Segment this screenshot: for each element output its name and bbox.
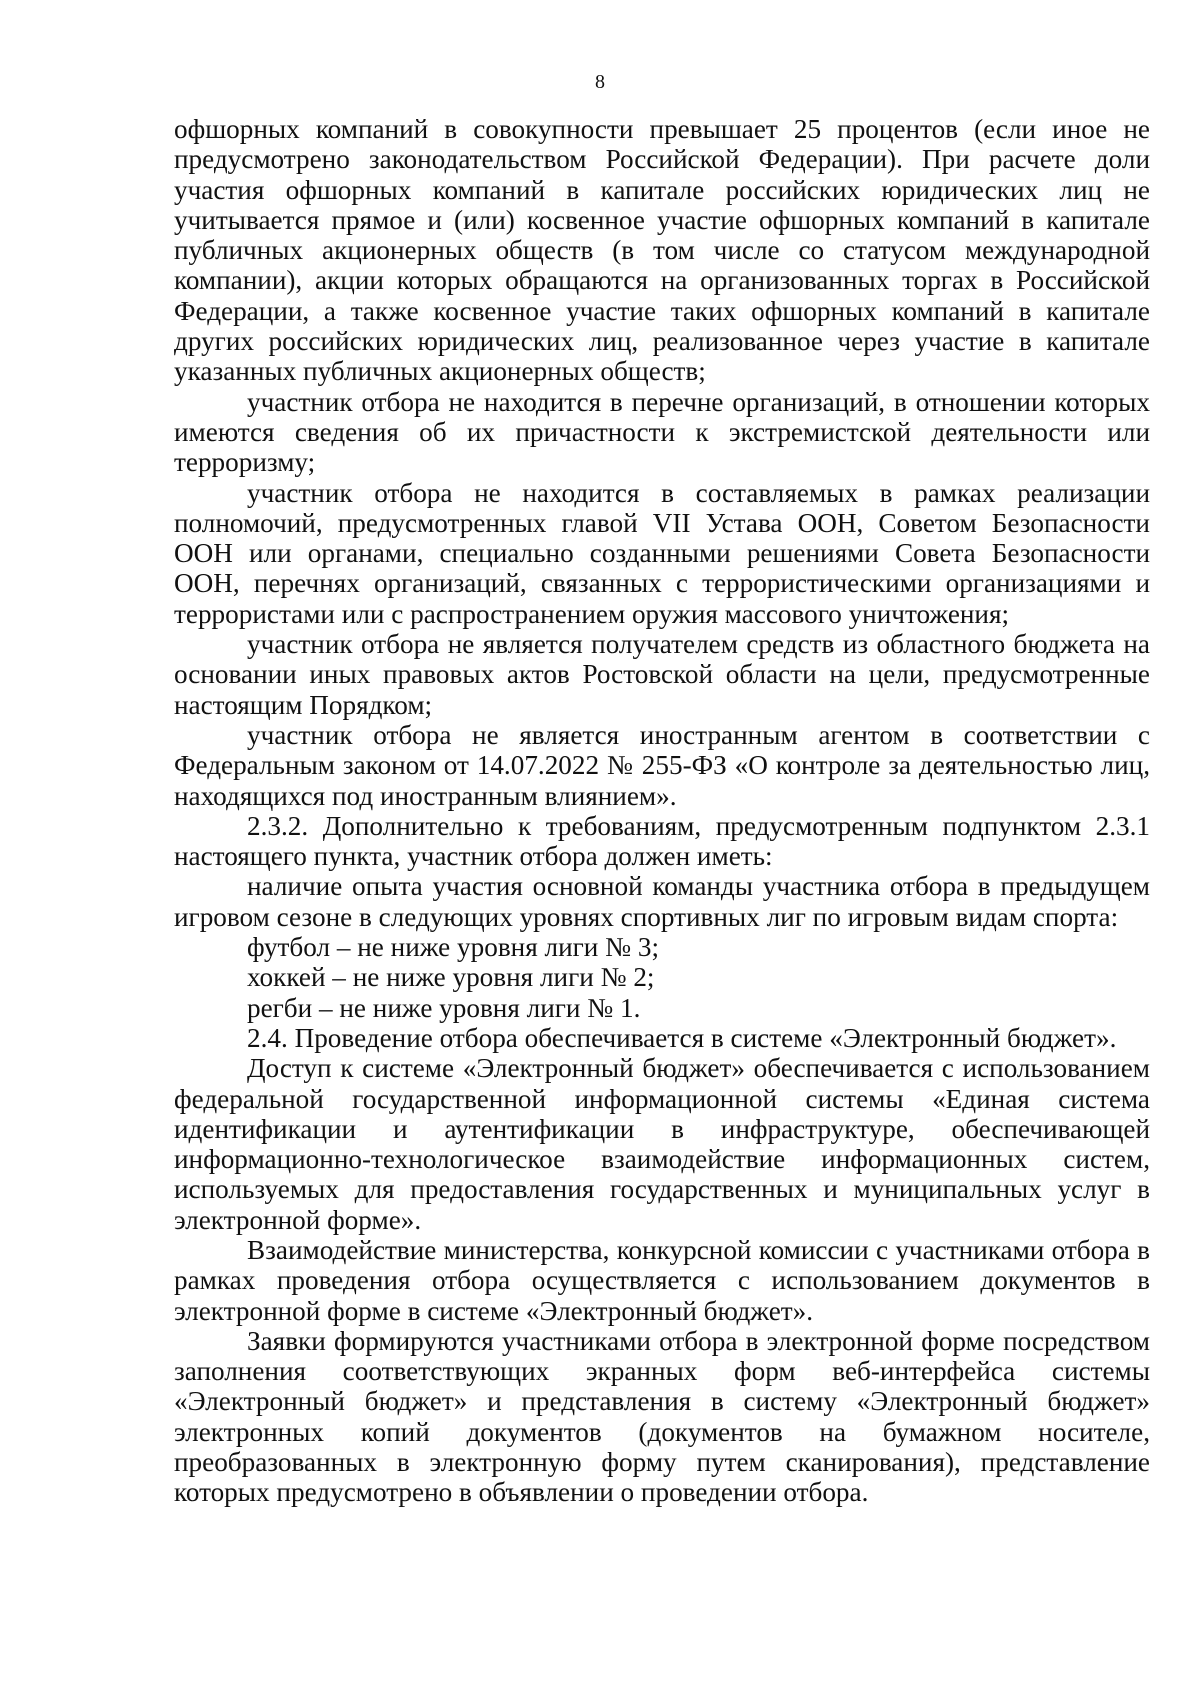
paragraph-un-sanctions-list: участник отбора не находится в составляемых в рамках реализации полномочий, предусмотренных главой VII Устава ООН, Советом Безопасности ООН или органами, специально созданными решениями Совета Безопасности ООН, перечнях организаций, связанных с террористическими организациями и террористами или с распространением оружия массового уничтожения;	[174, 477, 1150, 629]
paragraph-applications: Заявки формируются участниками отбора в электронной форме посредством заполнения соответствующих экранных форм веб-интерфейса системы «Электронный бюджет» и представления в систему «Электронный бюджет» электронных копий документов (документов на бумажном носителе, преобразованных в электронную форму путем сканирования), представление которых предусмотрено в объявлении о проведении отбора.	[174, 1325, 1150, 1508]
list-item-football: футбол – не ниже уровня лиги № 3;	[247, 932, 660, 963]
paragraph-regional-budget: участник отбора не является получателем средств из областного бюджета на основании иных правовых актов Ростовской области на цели, предусмотренные настоящим Порядком;	[174, 629, 1150, 720]
page-number: 8	[595, 71, 605, 93]
paragraph-interaction: Взаимодействие министерства, конкурсной комиссии с участниками отбора в рамках проведения отбора осуществляется с использованием документов в электронной форме в системе «Электронный бюджет».	[174, 1234, 1150, 1326]
list-item-rugby: регби – не ниже уровня лиги № 1.	[247, 992, 641, 1023]
document-body	[174, 114, 1150, 1508]
paragraph-access-system: Доступ к системе «Электронный бюджет» обеспечивается с использованием федеральной государственной информационной системы «Единая система идентификации и аутентификации в инфраструктуре, обеспечивающей информационно-технологическое взаимодействие информационных систем, используемых для предоставления государственных и муниципальных услуг в электронной форме».	[174, 1053, 1150, 1235]
paragraph-extremism-list: участник отбора не находится в перечне организаций, в отношении которых имеются сведения об их причастности к экстремистской деятельности или терроризму;	[174, 386, 1150, 478]
paragraph-league-experience: наличие опыта участия основной команды участника отбора в предыдущем игровом сезоне в следующих уровнях спортивных лиг по игровым видам спорта:	[174, 871, 1150, 932]
list-item-hockey: хоккей – не ниже уровня лиги № 2;	[247, 962, 655, 993]
paragraph-foreign-agent: участник отбора не является иностранным агентом в соответствии с Федеральным законом от 14.07.2022 № 255-ФЗ «О контроле за деятельностью лиц, находящихся под иностранным влиянием».	[174, 719, 1150, 811]
paragraph-2-4: 2.4. Проведение отбора обеспечивается в системе «Электронный бюджет».	[247, 1022, 1117, 1053]
paragraph-offshore-participation: офшорных компаний в совокупности превышает 25 процентов (если иное не предусмотрено законодательством Российской Федерации). При расчете доли участия офшорных компаний в капитале российских юридических лиц не учитывается прямое и (или) косвенное участие офшорных компаний в капитале публичных акционерных обществ (в том числе со статусом международной компании), акции которых обращаются на организованных торгах в Российской Федерации, а также косвенное участие таких офшорных компаний в капитале других российских юридических лиц, реализованное через участие в капитале указанных публичных акционерных обществ;	[174, 114, 1150, 387]
paragraph-2-3-2: 2.3.2. Дополнительно к требованиям, предусмотренным подпунктом 2.3.1 настоящего пункта, участник отбора должен иметь:	[174, 810, 1150, 872]
